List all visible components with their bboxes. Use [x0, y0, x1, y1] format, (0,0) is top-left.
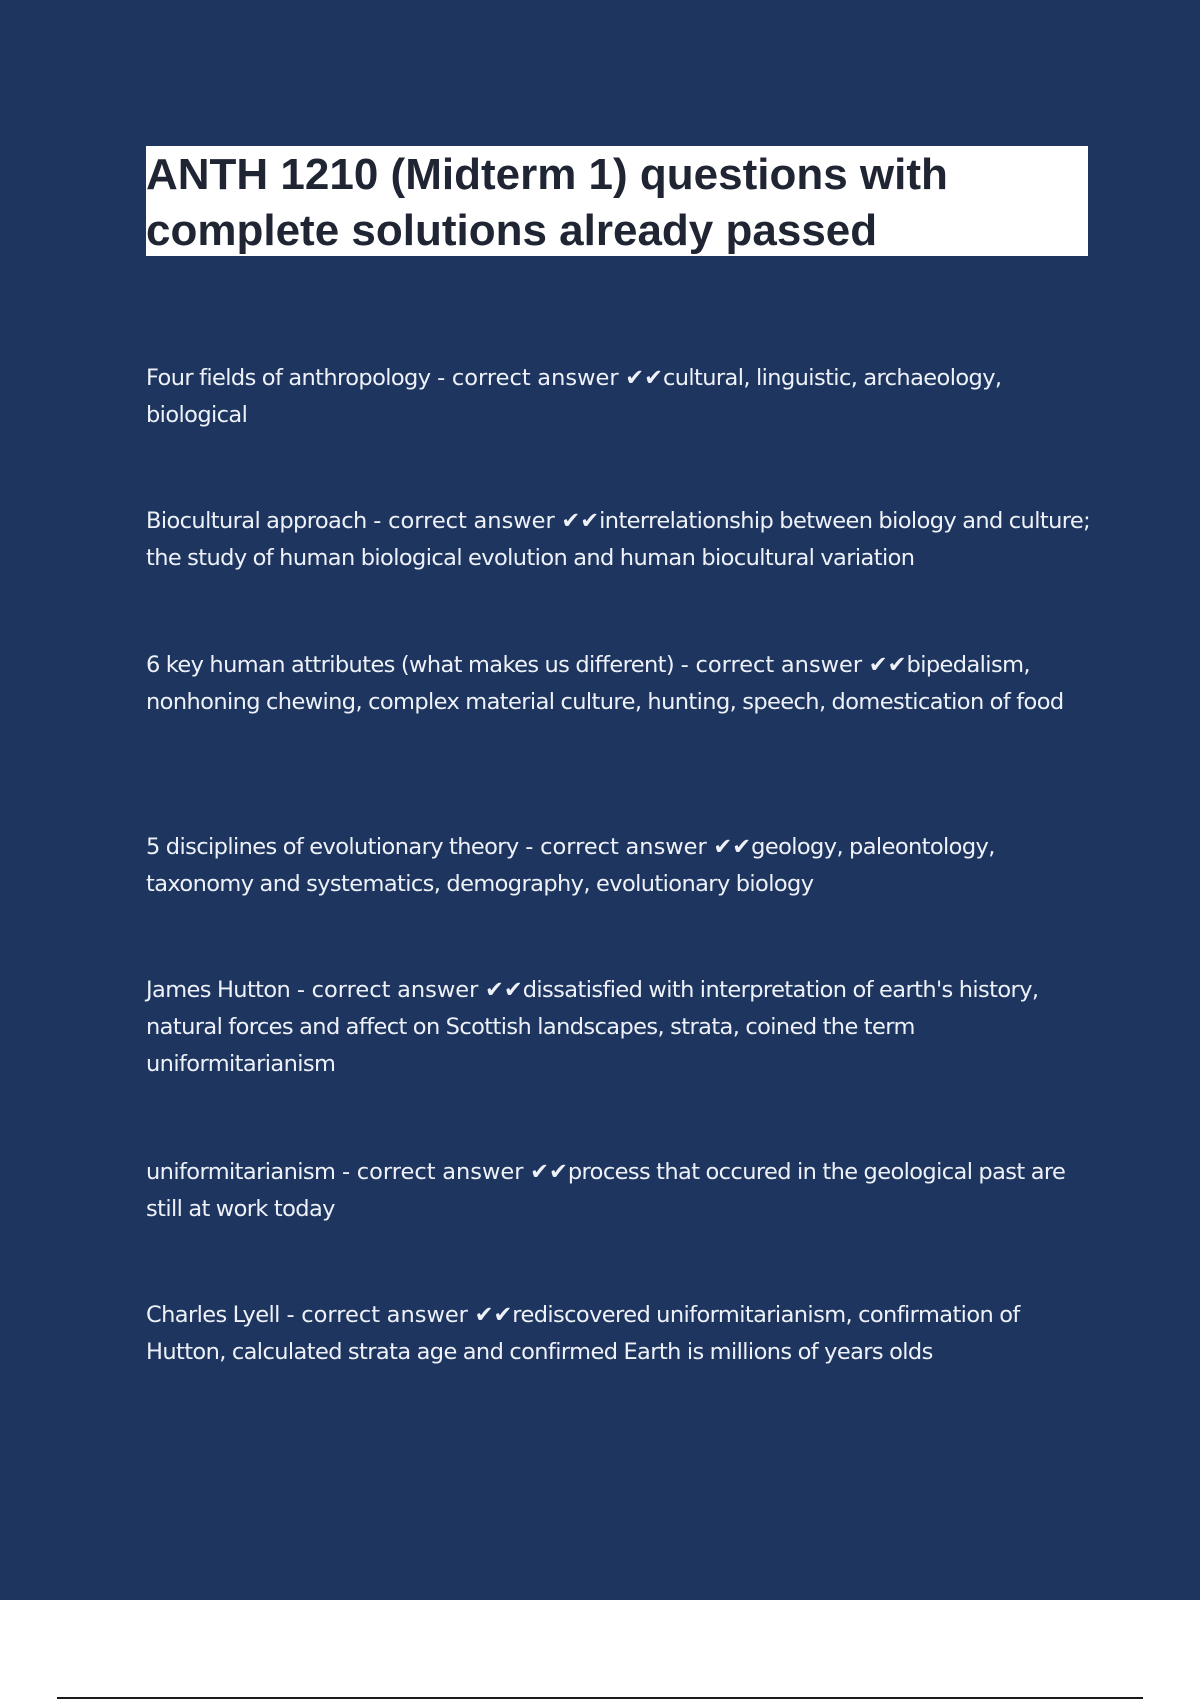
qa-item — [146, 829, 1096, 903]
qa-separator: - correct answer ✔✔ — [518, 834, 752, 860]
qa-answer: rediscovered uniformitarianism, confirmation of Hutton, calculated strata age and confirmed Earth is millions of years olds — [146, 1302, 1020, 1365]
qa-separator: - correct answer ✔✔ — [430, 365, 663, 391]
footer-divider — [57, 1697, 1143, 1699]
qa-item — [146, 1154, 1096, 1228]
qa-separator: - correct answer ✔✔ — [366, 508, 600, 534]
qa-answer: geology, paleontology, taxonomy and systematics, demography, evolutionary biology — [146, 834, 995, 897]
qa-term: 5 disciplines of evolutionary theory — [146, 834, 519, 860]
qa-answer: process that occured in the geological past are still at work today — [146, 1159, 1066, 1222]
qa-answer: interrelationship between biology and culture; the study of human biological evolution and human biocultural variation — [146, 508, 1091, 571]
qa-item — [146, 503, 1096, 577]
qa-term: James Hutton — [146, 977, 291, 1003]
qa-answer: cultural, linguistic, archaeology, biological — [146, 365, 1002, 428]
qa-separator: - correct answer ✔✔ — [290, 977, 523, 1003]
qa-separator: - correct answer ✔✔ — [279, 1302, 513, 1328]
qa-item — [146, 972, 1096, 1083]
title-box — [146, 146, 1088, 256]
qa-item — [146, 360, 1096, 434]
qa-term: 6 key human attributes (what makes us different) — [146, 652, 675, 678]
qa-term: Charles Lyell — [146, 1302, 280, 1328]
page-title: ANTH 1210 (Midterm 1) questions with complete solutions already passed — [146, 150, 948, 255]
qa-item — [146, 1297, 1096, 1371]
qa-answer: bipedalism, nonhoning chewing, complex material culture, hunting, speech, domestication of food — [146, 652, 1064, 715]
qa-term: Four fields of anthropology — [146, 365, 431, 391]
qa-separator: - correct answer ✔✔ — [674, 652, 907, 678]
qa-answer: dissatisfied with interpretation of earth's history, natural forces and affect on Scottish landscapes, strata, coined the term uniformitarianism — [146, 977, 1039, 1077]
qa-term: Biocultural approach — [146, 508, 367, 534]
qa-separator: - correct answer ✔✔ — [335, 1159, 568, 1185]
qa-item — [146, 647, 1096, 721]
qa-term: uniformitarianism — [146, 1159, 336, 1185]
